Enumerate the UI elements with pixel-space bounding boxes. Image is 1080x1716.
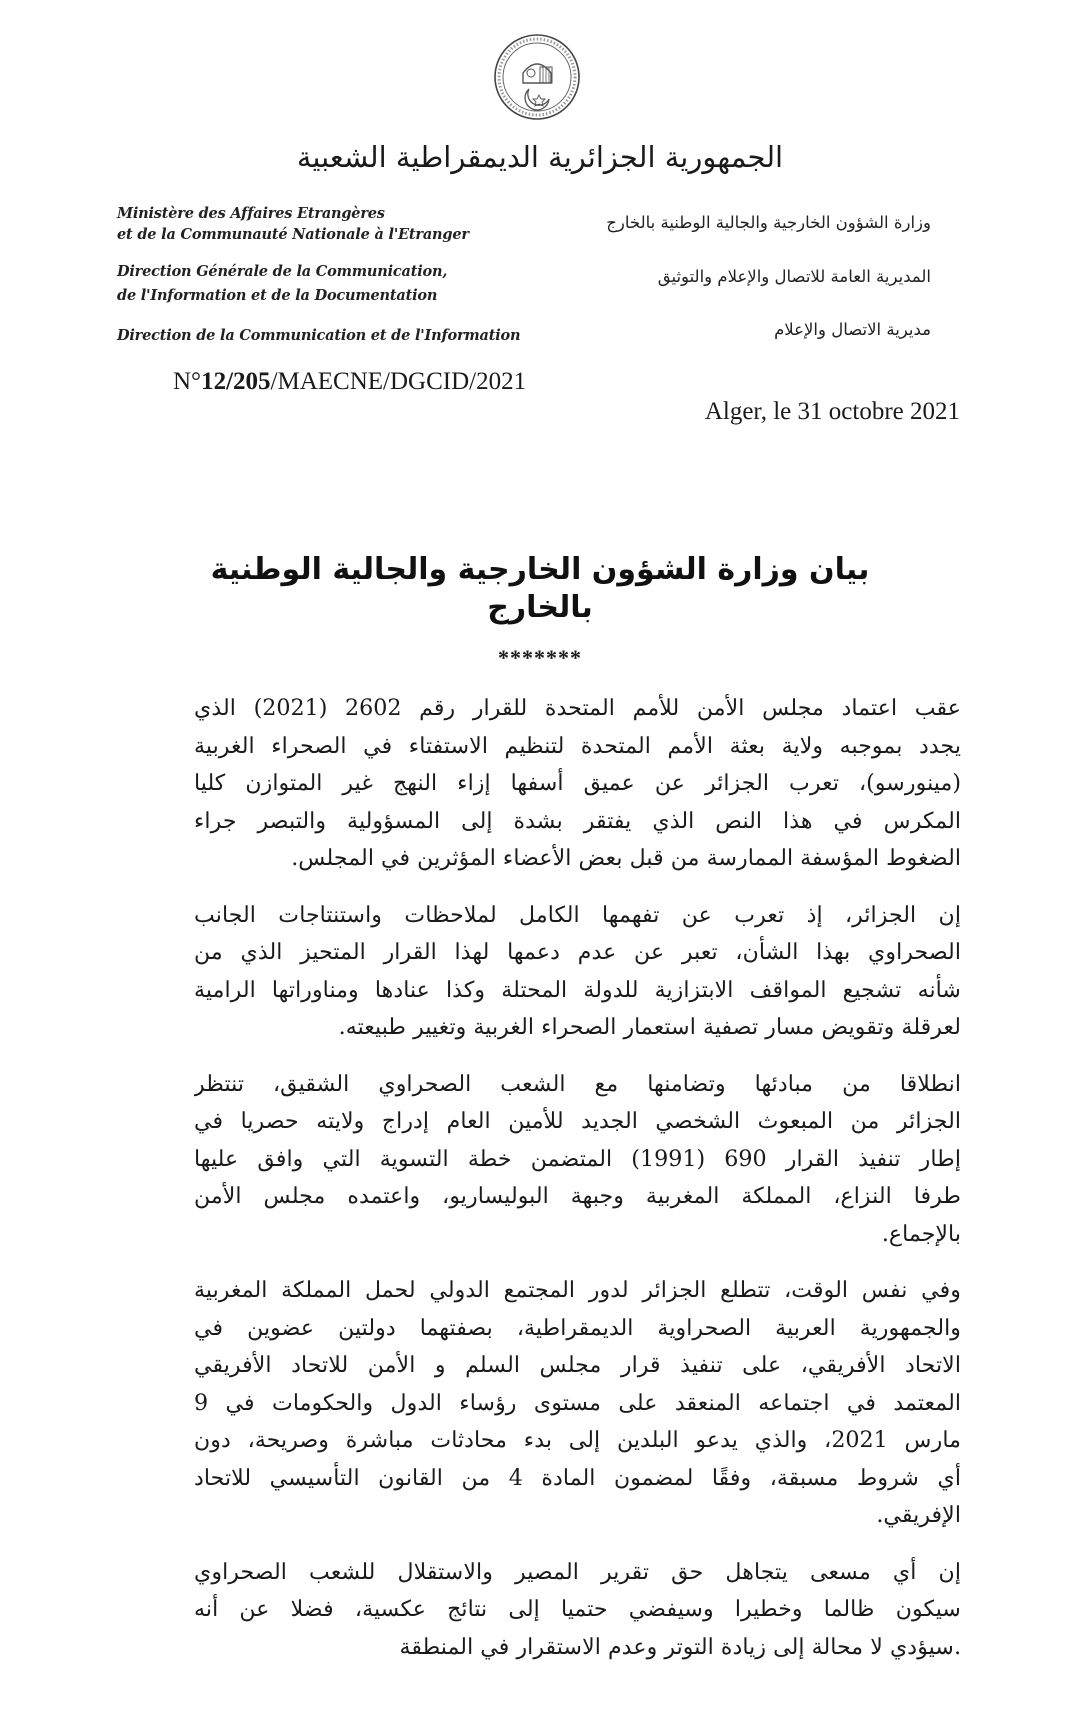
national-emblem-seal (493, 33, 581, 121)
body-line: سيكون ظالما وخطيرا وسيفضي حتميا إلى نتائج عكسية، فضلا عن أنه (194, 1596, 961, 1622)
ministry-community-fr: et de la Communauté Nationale à l'Etranger (117, 226, 469, 243)
body-line: .سيؤدي لا محالة إلى زيادة التوتر وعدم الاستقرار في المنطقة (399, 1633, 961, 1660)
body-line: بالإجماع. (881, 1220, 961, 1247)
body-line: (مينورسو)، تعرب الجزائر عن عميق أسفها إزاء النهج غير المتوازن كليا (194, 770, 961, 796)
general-directorate-fr: Direction Générale de la Communication, (117, 263, 448, 280)
ministry-name-fr: Ministère des Affaires Etrangères (117, 205, 385, 222)
body-line: عقب اعتماد مجلس الأمن للأمم المتحدة للقرار رقم 2602 (2021) الذي (194, 695, 961, 721)
body-line: شأنه تشجيع المواقف الابتزازية للدولة المحتلة وكذا عنادها ومناوراتها الرامية (194, 976, 961, 1003)
body-line: الاتحاد الأفريقي، على تنفيذ قرار مجلس السلم و الأمن للاتحاد الأفريقي (194, 1352, 961, 1378)
reference-sep: / (226, 368, 234, 395)
republic-heading: الجمهورية الجزائرية الديمقراطية الشعبية (296, 140, 784, 174)
body-line: وفي نفس الوقت، تتطلع الجزائر لدور المجتمع الدولي لحمل المملكة المغربية (194, 1277, 961, 1303)
body-line: لعرقلة وتقويض مسار تصفية استعمار الصحراء الغربية وتغيير طبيعته. (338, 1014, 961, 1040)
paragraph-2 (194, 897, 961, 1047)
statement-title-line-2: بالخارج (487, 590, 593, 625)
general-directorate-fr-cont: de l'Information et de la Documentation (117, 287, 438, 304)
reference-suffix: /MAECNE/DGCID/2021 (270, 368, 527, 395)
title-separator: ******* (498, 645, 582, 670)
paragraph-3 (194, 1066, 961, 1254)
body-line: الصحراوي بهذا الشأن، تعبر عن عدم دعمها لهذا القرار المتحيز الذي من (194, 939, 961, 965)
body-line: الجزائر من المبعوث الشخصي الجديد للأمين العام إدراج ولايته حصريا في (194, 1108, 961, 1134)
paragraph-1 (194, 690, 961, 878)
algeria-emblem-icon (493, 33, 581, 121)
body-line: الضغوط المؤسفة الممارسة من قبل بعض الأعضاء المؤثرين في المجلس. (291, 845, 961, 871)
body-line: إطار تنفيذ القرار 690 (1991) المتضمن خطة التسوية التي وافق عليها (194, 1145, 961, 1172)
body-line: المكرس في هذا النص الذي يفتقر بشدة إلى المسؤولية والتبصر جراء (194, 807, 961, 834)
body-line: انطلاقا من مبادئها وتضامنها مع الشعب الصحراوي الشقيق، تنتظر (194, 1070, 961, 1097)
body-line: إن أي مسعى يتجاهل حق تقرير المصير والاستقلال للشعب الصحراوي (194, 1558, 961, 1585)
paragraph-4 (194, 1272, 961, 1535)
body-line: والجمهورية العربية الصحراوية الديمقراطية، بصفتهما دولتين عضوين في (194, 1314, 961, 1341)
paragraph-5 (194, 1554, 961, 1667)
body-line: مارس 2021، والذي يدعو البلدين إلى بدء محادثات مباشرة وصريحة، دون (194, 1427, 961, 1453)
ministry-name-ar: وزارة الشؤون الخارجية والجالية الوطنية بالخارج (606, 213, 931, 232)
statement-body (194, 690, 961, 1685)
body-line: أي شروط مسبقة، وفقًا لمضمون المادة 4 من القانون التأسيسي للاتحاد (194, 1464, 961, 1491)
directorate-fr: Direction de la Communication et de l'Information (117, 327, 521, 344)
reference-num-2: 205 (233, 368, 271, 395)
body-line: طرفا النزاع، المملكة المغربية وجبهة البوليساريو، واعتمده مجلس الأمن (194, 1183, 961, 1209)
reference-num-1: 12 (201, 368, 227, 395)
body-line: إن الجزائر، إذ تعرب عن تفهمها الكامل لملاحظات واستنتاجات الجانب (194, 901, 961, 928)
reference-number (173, 368, 526, 396)
body-line: المعتمد في اجتماعه المنعقد على مستوى رؤساء الدول والحكومات في 9 (194, 1389, 961, 1416)
reference-prefix: N° (173, 368, 202, 395)
directorate-ar: مديرية الاتصال والإعلام (774, 320, 931, 339)
statement-title-line-1: بيان وزارة الشؤون الخارجية والجالية الوطنية (210, 552, 870, 587)
general-directorate-ar: المديرية العامة للاتصال والإعلام والتوثيق (657, 267, 931, 286)
body-line: يجدد بموجبه ولاية بعثة الأمم المتحدة لتنظيم الاستفتاء في الصحراء الغربية (194, 732, 961, 759)
document-date: Alger, le 31 octobre 2021 (704, 398, 960, 425)
body-line: الإفريقي. (876, 1502, 961, 1528)
